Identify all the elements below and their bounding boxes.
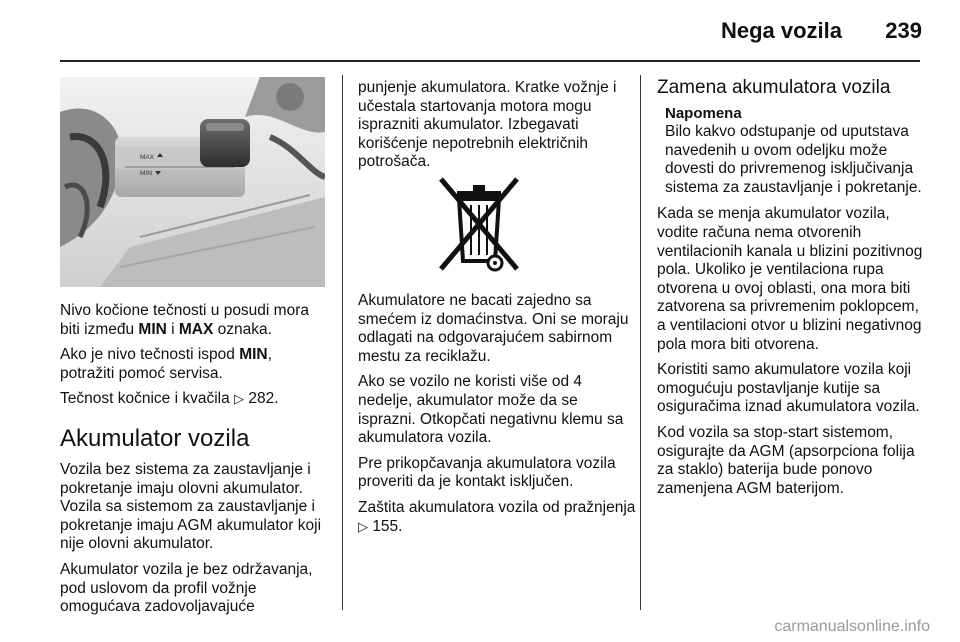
note-text: Bilo kakvo odstupanje od uputstava navedenih u ovom odeljku može dovesti do privremenog isključivanja sistema za zaustavljanje i pokretanje. (665, 123, 922, 196)
column-3 (657, 77, 925, 505)
fuse-box-text: Koristiti samo akumulatore vozila koji omogućuju postavljanje kutije sa osiguračima iznad akumulatora vozila. (657, 361, 920, 416)
note-label: Napomena (665, 105, 742, 122)
section-title: Akumulator vozila (60, 424, 250, 452)
disconnect-text: Ako se vozilo ne koristi više od 4 nedelje, akumulator može da se isprazni. Otkopčati negativnu klemu sa akumulatora vozila. (358, 373, 624, 447)
fluid-reference-text: Tečnost kočnice i kvačila ▷ 282. (60, 390, 279, 408)
vent-text: Kada se menja akumulator vozila, vodite računa nema otvorenih ventilacionih kanala u blizini pozitivnog pola. Ukoliko je ventilaciona rupa otvorena u ovoj oblasti, ona mora biti zatvorena sa privremenim poklopcem, a ventilacioni otvor u blizini negativnog pola mora biti otvorena. (657, 205, 923, 353)
brake-fluid-reservoir-photo (60, 77, 325, 287)
watermark: carmanualsonline.info (774, 618, 930, 635)
disposal-text: Akumulatore ne bacati zajedno sa smećem iz domaćinstva. Oni se moraju odlagati na odgovarajućem sabirnom mestu za reciklažu. (358, 292, 629, 365)
note-block (657, 105, 925, 197)
agm-text: Kod vozila sa stop-start sistemom, osigurajte da AGM (apsorpciona folija za staklo) baterija bude ponovo zamenjena AGM baterijom. (657, 423, 915, 497)
triangle-reference-icon: ▷ (234, 391, 245, 407)
ignition-off-text: Pre prikopčavanja akumulatora vozila proveriti da je kontakt isključen. (358, 454, 616, 491)
discharge-protection-text: Zaštita akumulatora vozila od pražnjenja ▷ 155. (358, 498, 636, 535)
min-mark-label: MIN (140, 170, 152, 177)
subsection-title: Zamena akumulatora vozila (657, 77, 891, 98)
max-mark-label: MAX (140, 154, 155, 161)
battery-type-text: Vozila bez sistema za zaustavljanje i pokretanje imaju olovni akumulator. Vozila sa sistemom za zaustavljanje i pokretanje imaju AGM akumulator koji nije olovni akumulator. (60, 460, 322, 553)
brake-fluid-level-text: Nivo kočione tečnosti u posudi mora biti između MIN i MAX oznaka. (60, 302, 309, 338)
column-divider (342, 75, 343, 610)
min-label: MIN (138, 320, 167, 338)
battery-maintenance-text: Akumulator vozila je bez održavanja, pod uslovom da profil vožnje omogućava zadovoljavajuće (60, 560, 313, 616)
triangle-reference-icon: ▷ (358, 518, 368, 534)
max-label: MAX (178, 320, 214, 338)
low-fluid-text: Ako je nivo tečnosti ispod MIN, potražiti pomoć servisa. (60, 346, 272, 382)
column-2 (358, 79, 630, 179)
column-2-lower (358, 292, 638, 543)
page-header-title: Nega vozila (720, 18, 842, 43)
column-divider (640, 75, 641, 610)
crossed-out-bin-icon (437, 173, 521, 281)
column-1 (60, 302, 330, 624)
header-divider (60, 60, 920, 62)
battery-charging-text: punjenje akumulatora. Kratke vožnje i učestala startovanja motora mogu isprazniti akumulator. Izbegavati korišćenje nepotrebnih električnih potrošača. (358, 79, 617, 171)
page-number: 239 (885, 18, 922, 43)
